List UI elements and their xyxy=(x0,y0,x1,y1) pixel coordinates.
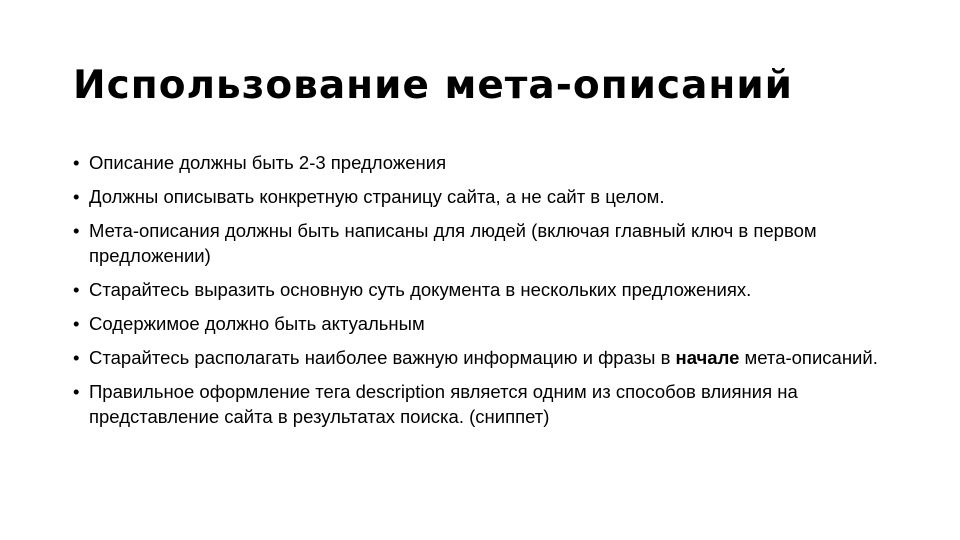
bullet-text: Старайтесь выразить основную суть документа в нескольких предложениях. xyxy=(89,279,752,300)
bullet-text: Должны описывать конкретную страницу сайта, а не сайт в целом. xyxy=(89,186,665,207)
bullet-text-lead: Старайтесь располагать наиболее важную информацию и фразы в xyxy=(89,347,676,368)
bullet-item xyxy=(73,218,893,268)
bullet-emphasis: начале xyxy=(675,347,740,368)
bullet-list xyxy=(73,150,893,438)
bullet-text: Мета-описания должны быть написаны для людей (включая главный ключ в первом предложении) xyxy=(89,220,817,266)
bullet-point-icon: • xyxy=(73,381,80,402)
bullet-item xyxy=(73,379,893,429)
slide-title: Использование мета-описаний xyxy=(73,63,794,108)
bullet-text: Правильное оформление тега description является одним из способов влияния на представление сайта в результатах поиска. (сниппет) xyxy=(89,381,798,427)
bullet-text: Описание должны быть 2-3 предложения xyxy=(89,152,447,173)
bullet-text-tail: мета-описаний. xyxy=(739,347,878,368)
bullet-point-icon: • xyxy=(73,152,80,173)
bullet-item xyxy=(73,184,893,209)
bullet-point-icon: • xyxy=(73,313,80,334)
bullet-item xyxy=(73,277,893,302)
bullet-item xyxy=(73,345,893,370)
bullet-text: Содержимое должно быть актуальным xyxy=(89,313,425,334)
bullet-item xyxy=(73,150,893,175)
bullet-item xyxy=(73,311,893,336)
bullet-point-icon: • xyxy=(73,279,80,300)
bullet-point-icon: • xyxy=(73,220,80,241)
bullet-point-icon: • xyxy=(73,186,80,207)
bullet-point-icon: • xyxy=(73,347,80,368)
